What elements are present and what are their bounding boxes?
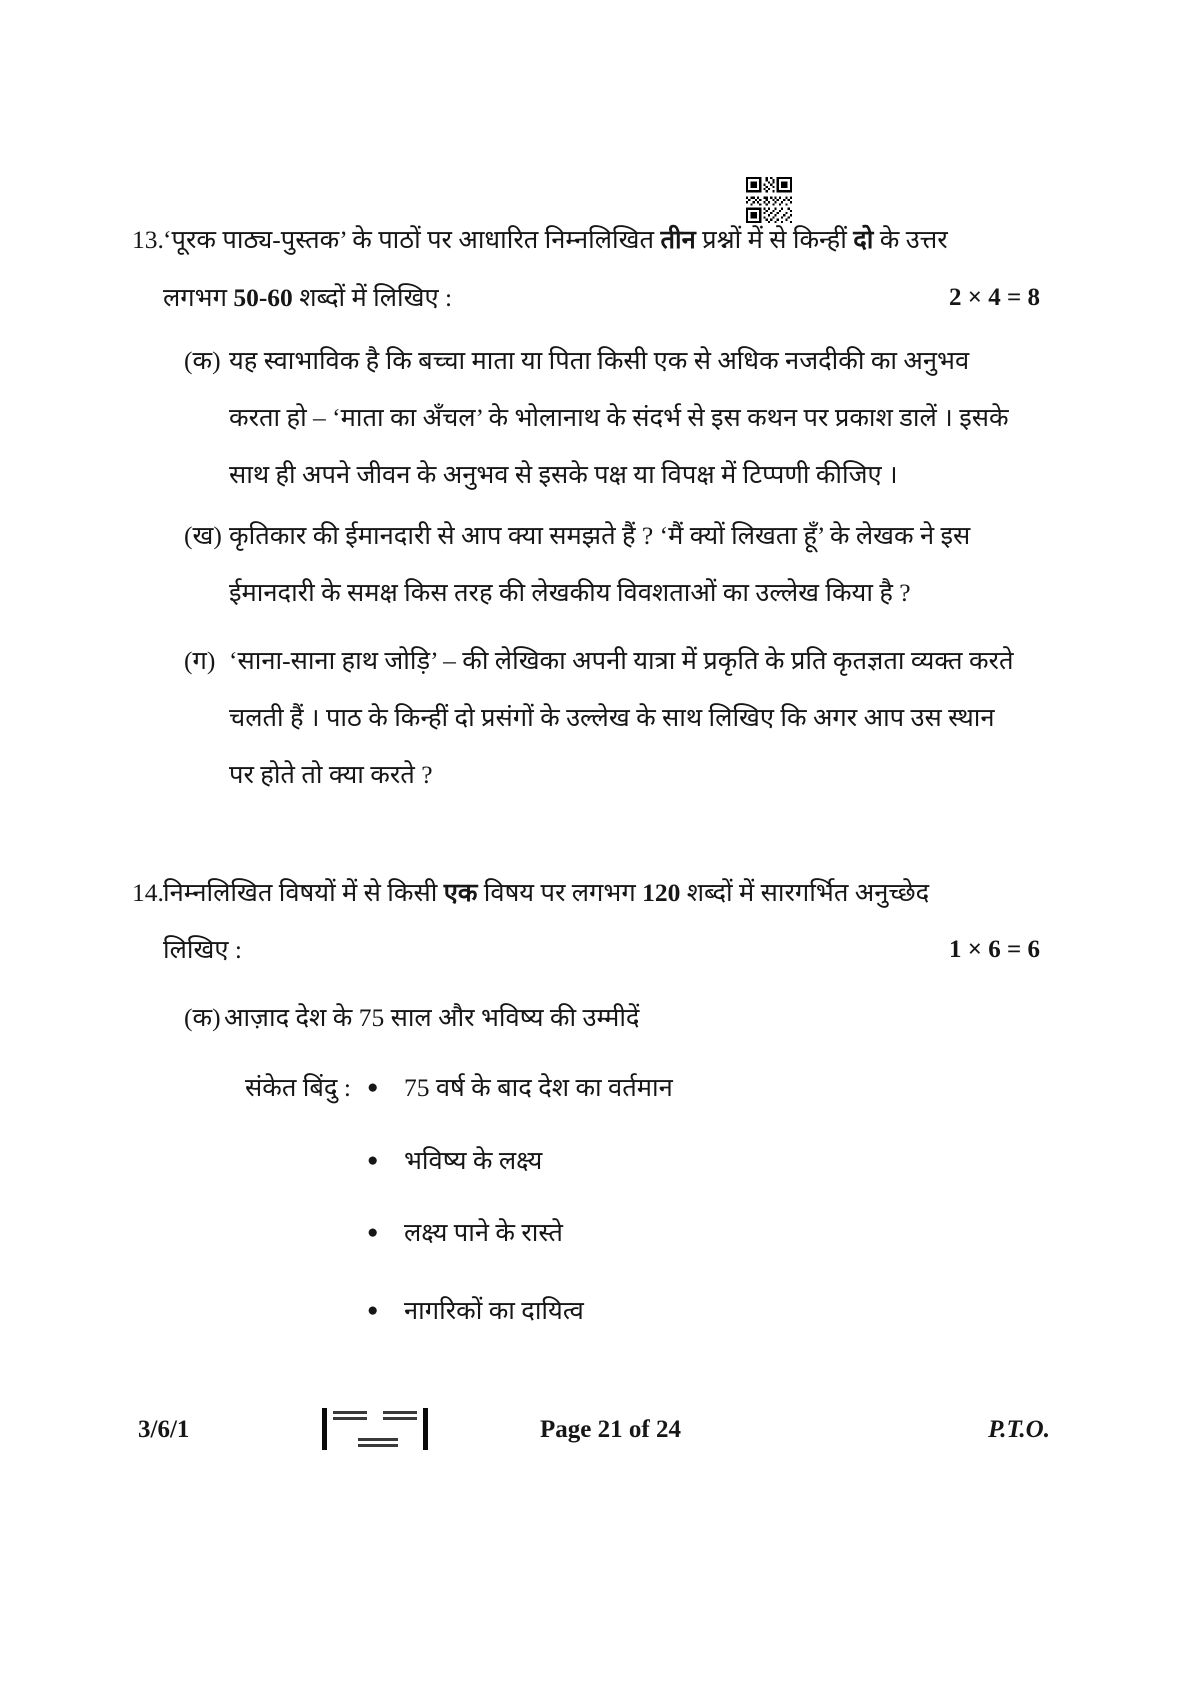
registration-mark-bar	[423, 1408, 428, 1450]
question-text-bold: तीन	[660, 225, 696, 254]
page-number-label: Page 21 of 24	[540, 1416, 681, 1443]
registration-mark-line	[358, 1438, 398, 1447]
hint-bullet-text: लक्ष्य पाने के रास्ते	[404, 1218, 563, 1247]
question-text-bold: 120	[642, 878, 681, 907]
question-text: विषय पर लगभग	[477, 878, 643, 907]
question-14-intro-line1	[163, 875, 929, 911]
item-text-line: कृतिकार की ईमानदारी से आप क्या समझते हैं ? ‘मैं क्यों लिखता हूँ’ के लेखक ने इस	[229, 521, 971, 550]
question-text: लिखिए :	[163, 935, 242, 964]
question-text: ‘पूरक पाठ्य-पुस्तक’ के पाठों पर आधारित निम्नलिखित	[163, 225, 661, 254]
question-text: शब्दों में सारगर्भित अनुच्छेद	[680, 878, 930, 907]
registration-mark-icon	[322, 1408, 428, 1450]
hint-bullet-text: नागरिकों का दायित्व	[404, 1296, 584, 1325]
bullet-icon: ●	[367, 1222, 379, 1243]
question-text: शब्दों में लिखिए :	[292, 283, 453, 312]
hint-bullet-text: भविष्य के लक्ष्य	[404, 1146, 543, 1175]
question-text: निम्नलिखित विषयों में से किसी	[163, 878, 444, 907]
item-label: (ग)	[184, 646, 216, 675]
question-13-marks: 2 × 4 = 8	[949, 284, 1040, 311]
question-text-bold: एक	[443, 878, 478, 907]
item-text-line: पर होते तो क्या करते ?	[229, 760, 433, 789]
question-text: के उत्तर	[873, 225, 948, 254]
question-text: प्रश्नों में से किन्हीं	[695, 225, 854, 254]
topic-label: (क)	[184, 1003, 221, 1032]
item-label: (क)	[184, 346, 221, 375]
qr-code	[746, 177, 792, 223]
question-14-marks: 1 × 6 = 6	[949, 936, 1040, 963]
bullet-icon: ●	[367, 1077, 379, 1098]
question-13-intro-line2	[163, 280, 452, 316]
bullet-icon: ●	[367, 1300, 379, 1321]
question-14-number: 14.	[132, 878, 164, 907]
pto-label: P.T.O.	[988, 1416, 1050, 1443]
item-text-line: करता हो – ‘माता का अँचल’ के भोलानाथ के संदर्भ से इस कथन पर प्रकाश डालें । इसके	[229, 403, 1009, 432]
topic-text: आज़ाद देश के 75 साल और भविष्य की उम्मीदें	[224, 1003, 640, 1032]
registration-mark-bar	[322, 1408, 327, 1450]
registration-mark-line	[333, 1411, 367, 1420]
item-text-line: यह स्वाभाविक है कि बच्चा माता या पिता किसी एक से अधिक नजदीकी का अनुभव	[229, 346, 970, 375]
hint-bullet-text: 75 वर्ष के बाद देश का वर्तमान	[404, 1073, 673, 1102]
item-label: (ख)	[184, 521, 222, 550]
paper-code: 3/6/1	[138, 1416, 190, 1443]
question-text: लगभग	[163, 283, 234, 312]
registration-mark-line	[383, 1411, 417, 1420]
item-text	[229, 332, 1009, 503]
question-13-number: 13.	[132, 225, 164, 254]
question-text-bold: दो	[853, 225, 874, 254]
question-text-bold: 50-60	[233, 283, 293, 312]
hint-points-label: संकेत बिंदु :	[245, 1073, 351, 1102]
item-text-line: चलती हैं । पाठ के किन्हीं दो प्रसंगों के उल्लेख के साथ लिखिए कि अगर आप उस स्थान	[229, 703, 995, 732]
item-text	[229, 632, 1014, 803]
item-text-line: साथ ही अपने जीवन के अनुभव से इसके पक्ष या विपक्ष में टिप्पणी कीजिए ।	[229, 460, 898, 489]
question-13-intro-line1	[163, 222, 948, 258]
item-text	[229, 507, 970, 621]
qr-code-graphic	[746, 177, 792, 223]
bullet-icon: ●	[367, 1150, 379, 1171]
item-text-line: ‘साना-साना हाथ जोड़ि’ – की लेखिका अपनी यात्रा में प्रकृति के प्रति कृतज्ञता व्यक्त करते	[229, 646, 1014, 675]
question-14-intro-line2	[163, 932, 242, 968]
item-text-line: ईमानदारी के समक्ष किस तरह की लेखकीय विवशताओं का उल्लेख किया है ?	[229, 578, 911, 607]
